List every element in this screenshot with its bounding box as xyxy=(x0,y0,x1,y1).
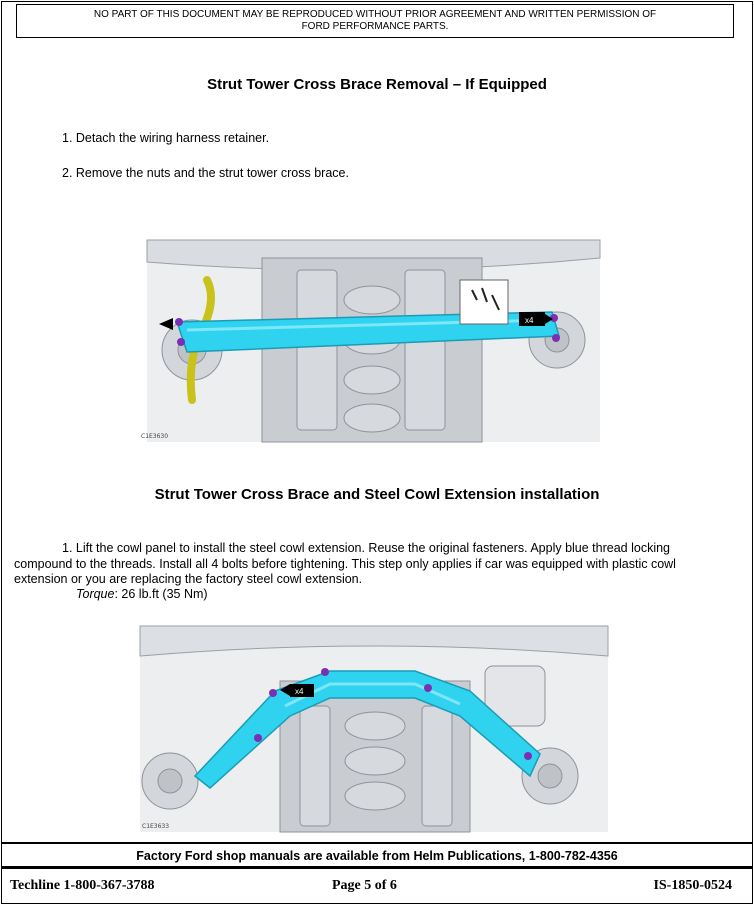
installation-section-title: Strut Tower Cross Brace and Steel Cowl Extension installation xyxy=(154,486,600,503)
torque-value: : 26 lb.ft (35 Nm) xyxy=(114,587,208,601)
removal-step-1: 1. Detach the wiring harness retainer. xyxy=(62,131,270,145)
footer-techline: Techline 1-800-367-3788 xyxy=(10,878,155,893)
torque-label: Torque xyxy=(76,587,115,601)
torque-spec xyxy=(76,587,208,601)
footer-page-number: Page 5 of 6 xyxy=(332,878,397,893)
copyright-notice xyxy=(16,4,734,38)
installation-step-1: 1. Lift the cowl panel to install the steel cowl extension. Reuse the original fasteners. Apply blue thread locking compound to the threads. Install all 4 bolts before tightening. This step only applies if car was equipped with plastic cowl extension or you are replacing the factory steel cowl extension. xyxy=(14,541,676,586)
installation-figure-code: C1E3633 xyxy=(142,823,170,830)
footer-message: Factory Ford shop manuals are available from Helm Publications, 1-800-782-4356 xyxy=(136,849,618,863)
removal-section-title: Strut Tower Cross Brace Removal – If Equipped xyxy=(207,76,547,93)
notice-line-2: FORD PERFORMANCE PARTS. xyxy=(301,21,449,32)
removal-figure-code: C1E3630 xyxy=(141,433,169,440)
notice-line-1: NO PART OF THIS DOCUMENT MAY BE REPRODUCED WITHOUT PRIOR AGREEMENT AND WRITTEN PERMISSION OF xyxy=(93,9,657,20)
removal-callout-text: x4 xyxy=(525,316,534,325)
footer-divider-bottom xyxy=(1,866,753,869)
footer-doc-id: IS-1850-0524 xyxy=(653,878,732,893)
footer-divider-top xyxy=(1,842,753,844)
installation-callout-text: x4 xyxy=(295,687,304,696)
installation-illustration xyxy=(140,626,608,832)
removal-illustration xyxy=(141,240,600,442)
removal-step-2: 2. Remove the nuts and the strut tower cross brace. xyxy=(62,166,349,180)
footer-bar xyxy=(10,878,732,896)
